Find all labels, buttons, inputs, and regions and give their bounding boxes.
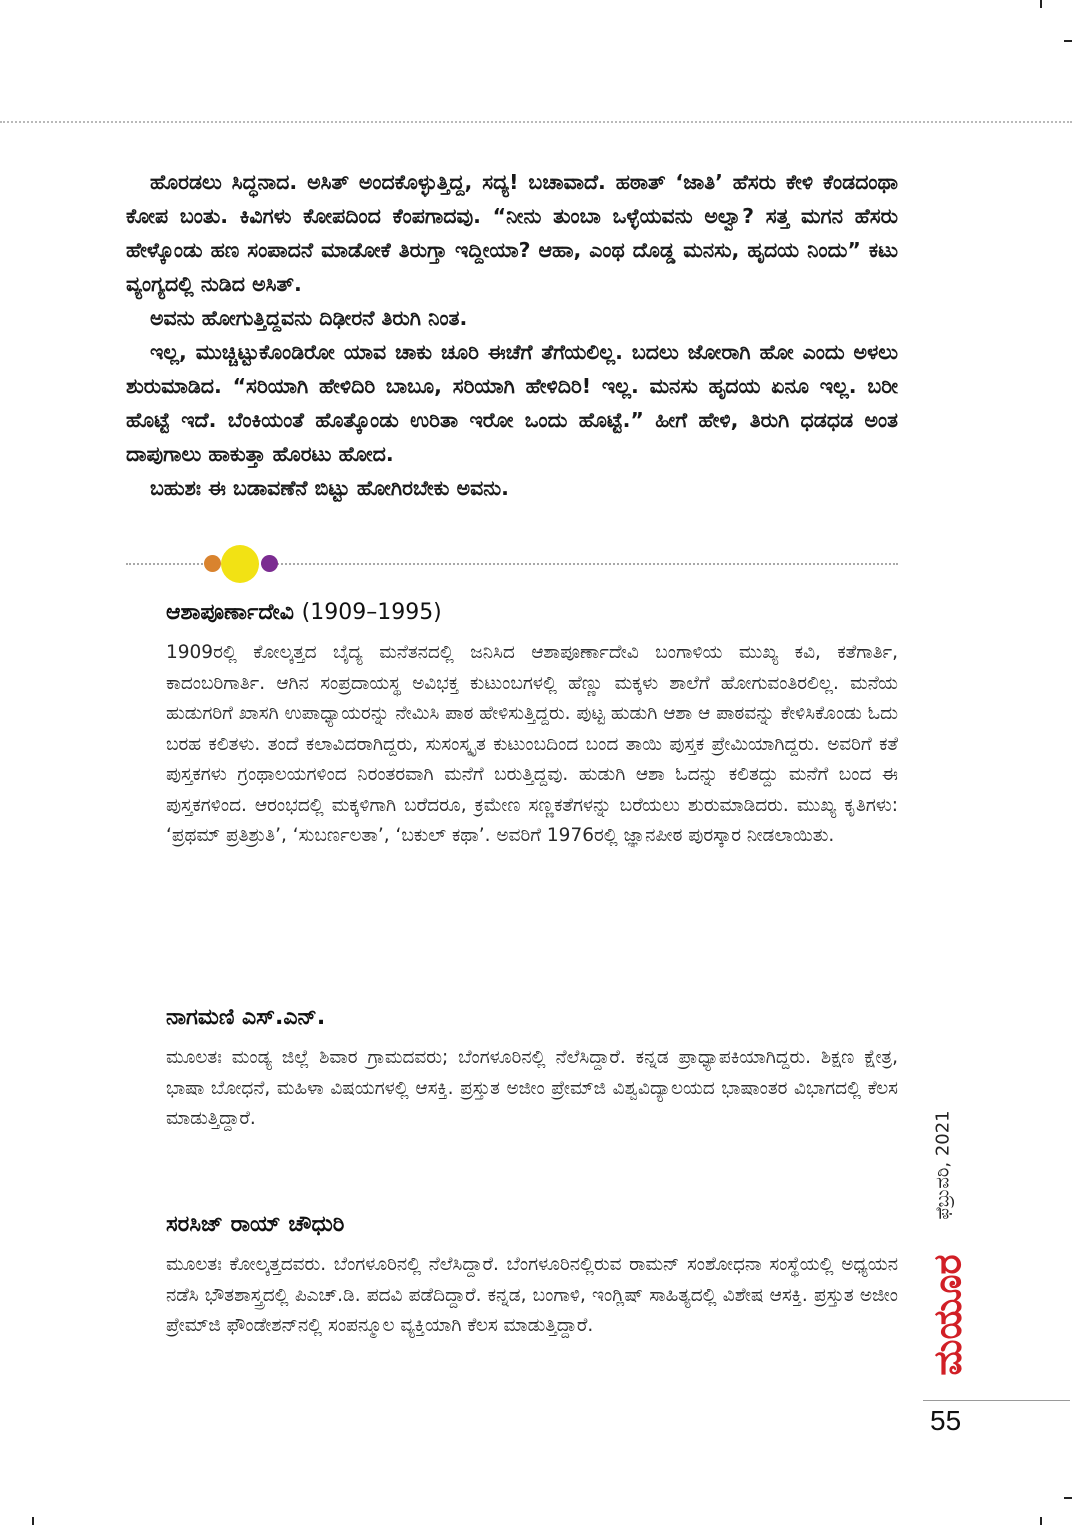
bio-name: ನಾಗಮಣಿ ಎಸ್.ಎನ್. [166,1005,326,1030]
crop-mark-bottom-left [32,1517,34,1525]
bio-heading [166,1210,898,1240]
bio-text: ಮೂಲತಃ ಕೋಲ್ಕತ್ತದವರು. ಬೆಂಗಳೂರಿನಲ್ಲಿ ನೆಲೆಸಿದ್ದಾರೆ. ಬೆಂಗಳೂರಿನಲ್ಲಿರುವ ರಾಮನ್ ಸಂಶೋಧನಾ ಸಂಸ್ಥೆಯಲ್ಲಿ ಅಧ್ಯಯನ ನಡೆಸಿ ಭೌತಶಾಸ್ತ್ರದಲ್ಲಿ ಪಿಎಚ್.ಡಿ. ಪದವಿ ಪಡೆದಿದ್ದಾರೆ. ಕನ್ನಡ, ಬಂಗಾಳಿ, ಇಂಗ್ಲಿಷ್ ಸಾಹಿತ್ಯದಲ್ಲಿ ವಿಶೇಷ ಆಸಕ್ತಿ. ಪ್ರಸ್ತುತ ಅಜೀಂ ಪ್ರೇಮ್‌ಜಿ ಫೌಂಡೇಶನ್‌ನಲ್ಲಿ ಸಂಪನ್ಮೂಲ ವ್ಯಕ್ತಿಯಾಗಿ ಕೆಲಸ ಮಾಡುತ್ತಿದ್ದಾರೆ. [166,1254,898,1336]
separator-dot-orange [204,555,221,572]
top-dotted-rule [0,121,1072,123]
crop-mark-top-right [1040,0,1042,8]
magazine-masthead [923,1240,973,1390]
bio-translator-1 [166,1003,898,1135]
bio-translator-2 [166,1210,898,1342]
bio-name: ಸರಸಿಜ್ ರಾಯ್ ಚೌಧುರಿ [166,1212,345,1237]
story-paragraph: ಇಲ್ಲ, ಮುಚ್ಚಿಟ್ಟುಕೊಂಡಿರೋ ಯಾವ ಚಾಕು ಚೂರಿ ಈಚೆಗೆ ತೆಗೆಯಲಿಲ್ಲ. ಬದಲು ಜೋರಾಗಿ ಹೋ ಎಂದು ಅಳಲು ಶುರುಮಾಡಿದ. “ಸರಿಯಾಗಿ ಹೇಳಿದಿರಿ ಬಾಬೂ, ಸರಿಯಾಗಿ ಹೇಳಿದಿರಿ! ಇಲ್ಲ. ಮನಸು ಹೃದಯ ಏನೂ ಇಲ್ಲ. ಬರೀ ಹೊಟ್ಟೆ ಇದೆ. ಬೆಂಕಿಯಂತೆ ಹೊತ್ಕೊಂಡು ಉರಿತಾ ಇರೋ ಒಂದು ಹೊಟ್ಟೆ.” ಹೀಗೆ ಹೇಳಿ, ತಿರುಗಿ ಧಡಧಡ ಅಂತ ದಾಪುಗಾಲು ಹಾಕುತ್ತಾ ಹೊರಟು ಹೋದ. [126,340,898,466]
bio-years: (1909–1995) [301,600,442,625]
bio-heading [166,1003,898,1033]
crop-mark-right-upper [1064,40,1072,42]
separator-dot-yellow [221,545,259,583]
story-paragraph: ಹೊರಡಲು ಸಿದ್ಧನಾದ. ಅಸಿತ್ ಅಂದಕೊಳ್ಳುತ್ತಿದ್ದ, ಸದ್ಯ! ಬಚಾವಾದೆ. ಹಠಾತ್ ‘ಜಾತಿ’ ಹೆಸರು ಕೇಳಿ ಕೆಂಡದಂಥಾ ಕೋಪ ಬಂತು. ಕಿವಿಗಳು ಕೋಪದಿಂದ ಕೆಂಪಗಾದವು. “ನೀನು ತುಂಬಾ ಒಳ್ಳೆಯವನು ಅಲ್ವಾ? ಸತ್ತ ಮಗನ ಹೆಸರು ಹೇಳ್ಕೊಂಡು ಹಣ ಸಂಪಾದನೆ ಮಾಡೋಕೆ ತಿರುಗ್ತಾ ಇದ್ದೀಯಾ? ಆಹಾ, ಎಂಥ ದೊಡ್ಡ ಮನಸು, ಹೃದಯ ನಿಂದು” ಕಟು ವ್ಯಂಗ್ಯದಲ್ಲಿ ನುಡಿದ ಅಸಿತ್. [126,170,898,296]
page-number-rule [923,1400,1070,1401]
bio-text: 1909ರಲ್ಲಿ ಕೋಲ್ಕತ್ತದ ಬೈದ್ಯ ಮನೆತನದಲ್ಲಿ ಜನಿಸಿದ ಆಶಾಪೂರ್ಣಾದೇವಿ ಬಂಗಾಳಿಯ ಮುಖ್ಯ ಕವಿ, ಕತೆಗಾರ್ತಿ, ಕಾದಂಬರಿಗಾರ್ತಿ. ಆಗಿನ ಸಂಪ್ರದಾಯಸ್ಥ ಅವಿಭಕ್ತ ಕುಟುಂಬಗಳಲ್ಲಿ ಹೆಣ್ಣು ಮಕ್ಕಳು ಶಾಲೆಗೆ ಹೋಗುವಂತಿರಲಿಲ್ಲ. ಮನೆಯ ಹುಡುಗರಿಗೆ ಖಾಸಗಿ ಉಪಾಧ್ಯಾಯರನ್ನು ನೇಮಿಸಿ ಪಾಠ ಹೇಳಿಸುತ್ತಿದ್ದರು. ಪುಟ್ಟ ಹುಡುಗಿ ಆಶಾ ಆ ಪಾಠವನ್ನು ಕೇಳಿಸಿಕೊಂಡು ಓದು ಬರಹ ಕಲಿತಳು. ತಂದೆ ಕಲಾವಿದರಾಗಿದ್ದರು, ಸುಸಂಸ್ಕೃತ ಕುಟುಂಬದಿಂದ ಬಂದ ತಾಯಿ ಪುಸ್ತಕ ಪ್ರೇಮಿಯಾಗಿದ್ದರು. ಅವರಿಗೆ ಕತೆ ಪುಸ್ತಕಗಳು ಗ್ರಂಥಾಲಯಗಳಿಂದ ನಿರಂತರವಾಗಿ ಮನೆಗೆ ಬರುತ್ತಿದ್ದವು. ಹುಡುಗಿ ಆಶಾ ಓದನ್ನು ಕಲಿತದ್ದು ಮನೆಗೆ ಬಂದ ಈ ಪುಸ್ತಕಗಳಿಂದ. ಆರಂಭದಲ್ಲಿ ಮಕ್ಕಳಿಗಾಗಿ ಬರೆದರೂ, ಕ್ರಮೇಣ ಸಣ್ಣಕತೆಗಳನ್ನು ಬರೆಯಲು ಶುರುಮಾಡಿದರು. ಮುಖ್ಯ ಕೃತಿಗಳು: ‘ಪ್ರಥಮ್ ಪ್ರತಿಶ್ರುತಿ’, ‘ಸುಬರ್ಣಲತಾ’, ‘ಬಕುಲ್ ಕಥಾ’. ಅವರಿಗೆ 1976ರಲ್ಲಿ ಜ್ಞಾನಪೀಠ ಪುರಸ್ಕಾರ ನೀಡಲಾಯಿತು. [166,642,898,846]
issue-date [923,1090,963,1240]
story-text [126,165,898,505]
page-number: 55 [930,1405,962,1436]
crop-mark-bottom-right [1040,1517,1042,1525]
bio-name: ಆಶಾಪೂರ್ಣಾದೇವಿ [166,600,294,625]
story-paragraph: ಅವನು ಹೋಗುತ್ತಿದ್ದವನು ದಿಢೀರನೆ ತಿರುಗಿ ನಿಂತ. [150,306,468,330]
magazine-name: ಮಯೂರ [925,1254,970,1376]
section-separator [126,543,898,585]
story-paragraph: ಬಹುಶಃ ಈ ಬಡಾವಣೆನೆ ಬಿಟ್ಟು ಹೋಗಿರಬೇಕು ಅವನು. [150,476,509,500]
crop-mark-right-lower [1064,1497,1072,1499]
separator-dot-purple [261,555,278,572]
bio-text: ಮೂಲತಃ ಮಂಡ್ಯ ಜಿಲ್ಲೆ ಶಿವಾರ ಗ್ರಾಮದವರು; ಬೆಂಗಳೂರಿನಲ್ಲಿ ನೆಲೆಸಿದ್ದಾರೆ. ಕನ್ನಡ ಪ್ರಾಧ್ಯಾಪಕಿಯಾಗಿದ್ದರು. ಶಿಕ್ಷಣ ಕ್ಷೇತ್ರ, ಭಾಷಾ ಬೋಧನೆ, ಮಹಿಳಾ ವಿಷಯಗಳಲ್ಲಿ ಆಸಕ್ತಿ. ಪ್ರಸ್ತುತ ಅಜೀಂ ಪ್ರೇಮ್‌ಜಿ ವಿಶ್ವವಿದ್ಯಾಲಯದ ಭಾಷಾಂತರ ವಿಭಾಗದಲ್ಲಿ ಕೆಲಸ ಮಾಡುತ್ತಿದ್ದಾರೆ. [166,1047,898,1129]
bio-heading [166,598,898,628]
bio-author [166,598,898,852]
issue-date-text: ಫೆಬ್ರುವರಿ, 2021 [932,1110,954,1220]
